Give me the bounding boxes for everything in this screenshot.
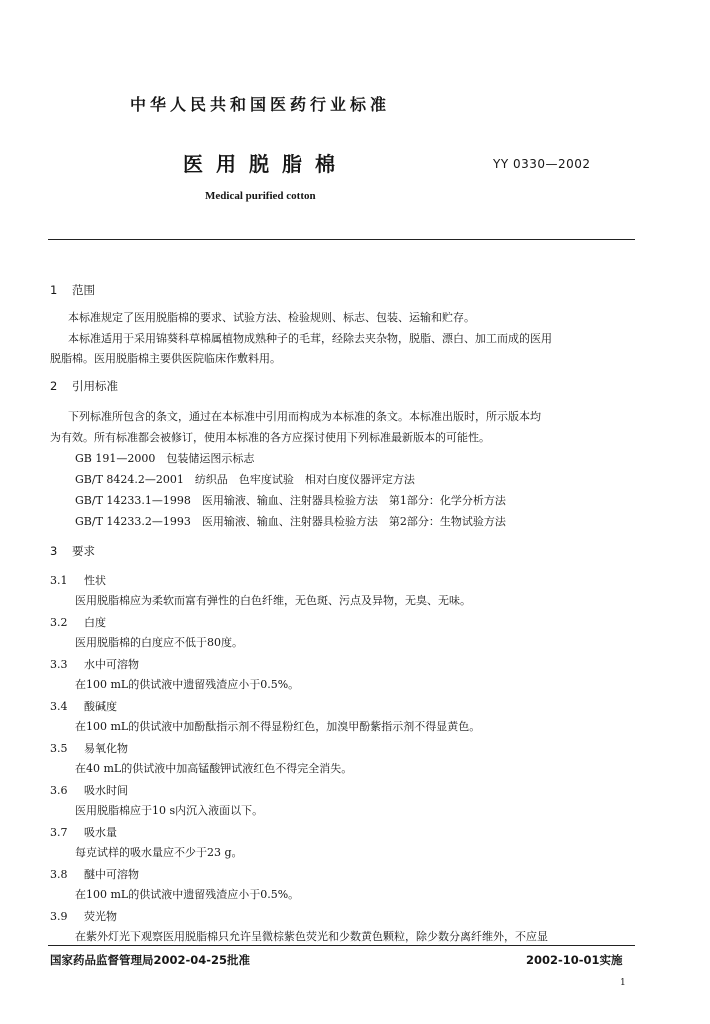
reference-item: GB/T 14233.1—1998 医用输液、输血、注射器具检验方法 第1部分：化学分析方法 [75, 494, 506, 507]
scope-paragraph-2-line-2: 脱脂棉。医用脱脂棉主要供医院临床作敷料用。 [50, 352, 281, 365]
requirement-heading [50, 782, 128, 798]
requirement-text: 在100 mL的供试液中遗留残渣应小于0.5%。 [75, 678, 300, 691]
requirement-title: 水中可溶物 [84, 658, 139, 671]
requirement-heading [50, 656, 139, 672]
header-rule [48, 239, 635, 240]
footer-rule [48, 945, 635, 946]
document-title: 医用脱脂棉 [183, 152, 348, 176]
requirement-number: 3.3 [50, 658, 68, 671]
section-1-heading [50, 282, 95, 298]
requirement-heading [50, 824, 117, 840]
requirement-heading [50, 908, 117, 924]
reference-item: GB 191—2000 包装储运图示标志 [75, 452, 255, 465]
approval-info: 国家药品监督管理局2002-04-25批准 [50, 953, 251, 967]
scope-paragraph-1: 本标准规定了医用脱脂棉的要求、试验方法、检验规则、标志、包装、运输和贮存。 [68, 311, 475, 324]
section-3-heading [50, 543, 95, 559]
requirement-number: 3.6 [50, 784, 68, 797]
requirement-title: 醚中可溶物 [84, 868, 139, 881]
section-number: 1 [50, 283, 58, 297]
requirement-number: 3.1 [50, 574, 68, 587]
requirement-number: 3.9 [50, 910, 68, 923]
requirement-text: 医用脱脂棉应为柔软而富有弹性的白色纤维，无色斑、污点及异物，无臭、无味。 [75, 594, 471, 607]
reference-item: GB/T 14233.2—1993 医用输液、输血、注射器具检验方法 第2部分：生物试验方法 [75, 515, 506, 528]
requirement-title: 白度 [84, 616, 106, 629]
section-number: 3 [50, 544, 58, 558]
requirement-title: 吸水量 [84, 826, 117, 839]
page-number: 1 [620, 978, 626, 988]
implementation-date: 2002-10-01实施 [526, 953, 623, 967]
standard-number: YY 0330—2002 [493, 157, 591, 171]
requirement-heading [50, 740, 128, 756]
requirement-heading [50, 866, 139, 882]
requirement-text: 在100 mL的供试液中加酚酞指示剂不得显粉红色，加溴甲酚紫指示剂不得显黄色。 [75, 720, 481, 733]
references-intro-line-2: 为有效。所有标准都会被修订，使用本标准的各方应探讨使用下列标准最新版本的可能性。 [50, 431, 490, 444]
requirement-heading [50, 572, 106, 588]
section-title: 范围 [72, 283, 95, 297]
requirement-title: 吸水时间 [84, 784, 128, 797]
references-intro-line-1: 下列标准所包含的条文，通过在本标准中引用而构成为本标准的条文。本标准出版时，所示版本均 [68, 410, 541, 423]
requirement-number: 3.8 [50, 868, 68, 881]
requirement-title: 易氧化物 [84, 742, 128, 755]
reference-item: GB/T 8424.2—2001 纺织品 色牢度试验 相对白度仪器评定方法 [75, 473, 415, 486]
requirement-number: 3.5 [50, 742, 68, 755]
requirement-title: 酸碱度 [84, 700, 117, 713]
section-title: 引用标准 [72, 379, 118, 393]
section-title: 要求 [72, 544, 95, 558]
scope-paragraph-2-line-1: 本标准适用于采用锦葵科草棉属植物成熟种子的毛茸，经除去夹杂物，脱脂、漂白、加工而成的医用 [68, 332, 552, 345]
requirement-text: 在40 mL的供试液中加高锰酸钾试液红色不得完全消失。 [75, 762, 353, 775]
requirement-number: 3.2 [50, 616, 68, 629]
requirement-text: 医用脱脂棉的白度应不低于80度。 [75, 636, 243, 649]
requirement-title: 性状 [84, 574, 106, 587]
section-number: 2 [50, 379, 58, 393]
section-2-heading [50, 378, 118, 394]
requirement-title: 荧光物 [84, 910, 117, 923]
requirement-number: 3.7 [50, 826, 68, 839]
requirement-number: 3.4 [50, 700, 68, 713]
requirement-text: 医用脱脂棉应于10 s内沉入液面以下。 [75, 804, 264, 817]
requirement-text: 每克试样的吸水量应不少于23 g。 [75, 846, 243, 859]
requirement-text: 在100 mL的供试液中遗留残渣应小于0.5%。 [75, 888, 300, 901]
requirement-heading [50, 698, 117, 714]
requirement-text: 在紫外灯光下观察医用脱脂棉只允许呈微棕紫色荧光和少数黄色颗粒，除少数分离纤维外，不应显 [75, 930, 548, 943]
issuing-organization: 中华人民共和国医药行业标准 [130, 95, 391, 114]
english-title: Medical purified cotton [205, 190, 316, 202]
requirement-heading [50, 614, 106, 630]
